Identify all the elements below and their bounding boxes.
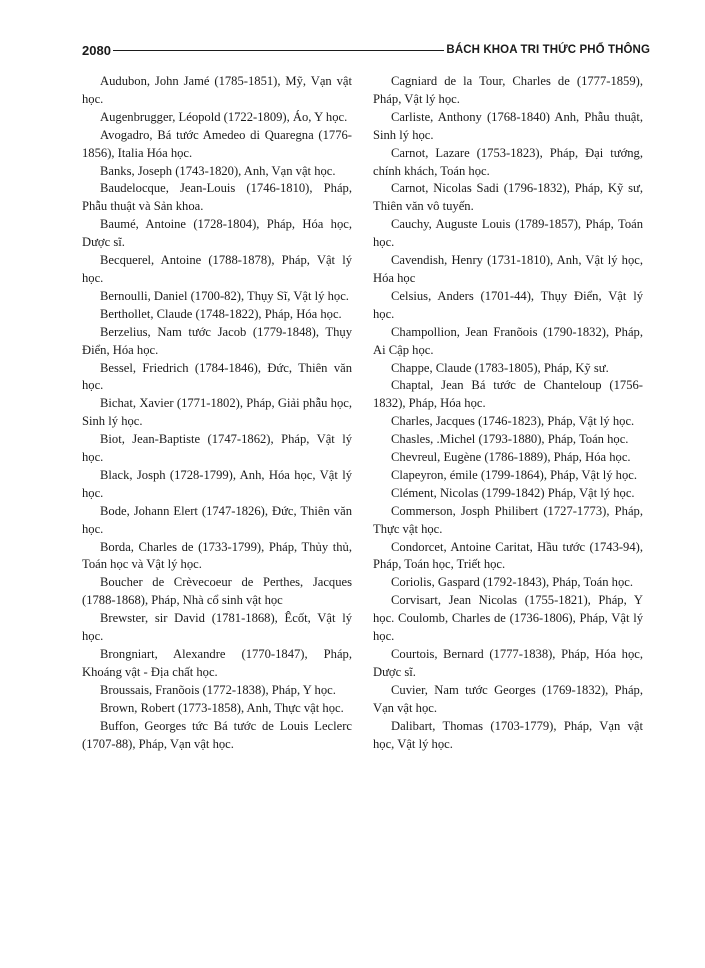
list-item: Boucher de Crèvecoeur de Perthes, Jacques (1788-1868), Pháp, Nhà cổ sinh vật học bbox=[82, 575, 352, 608]
list-item: Commerson, Josph Philibert (1727-1773), Pháp, Thực vật học. bbox=[373, 503, 643, 536]
list-item: Borda, Charles de (1733-1799), Pháp, Thủy thủ, Toán học và Vật lý học. bbox=[82, 539, 352, 572]
list-item: Avogadro, Bá tước Amedeo di Quaregna (1776-1856), Italia Hóa học. bbox=[82, 127, 352, 160]
list-item: Carnot, Lazare (1753-1823), Pháp, Đại tướng, chính khách, Toán học. bbox=[373, 145, 643, 178]
list-item: Black, Josph (1728-1799), Anh, Hóa học, Vật lý học. bbox=[82, 467, 352, 500]
list-item: Champollion, Jean Franõois (1790-1832), Pháp, Ai Cập học. bbox=[373, 324, 643, 357]
list-item: Cagniard de la Tour, Charles de (1777-1859), Pháp, Vật lý học. bbox=[373, 74, 643, 106]
list-item: Cavendish, Henry (1731-1810), Anh, Vật lý học, Hóa học bbox=[373, 253, 643, 285]
list-item: Baumé, Antoine (1728-1804), Pháp, Hóa học, Dược sĩ. bbox=[82, 217, 352, 250]
list-item: Audubon, John Jamé (1785-1851), Mỹ, Vạn vật học. bbox=[82, 74, 352, 106]
list-item: Brongniart, Alexandre (1770-1847), Pháp, Khoáng vật - Địa chất học. bbox=[82, 647, 352, 679]
list-item: Coriolis, Gaspard (1792-1843), Pháp, Toán học. bbox=[391, 575, 633, 590]
list-item: Carliste, Anthony (1768-1840) Anh, Phẫu thuật, Sinh lý học. bbox=[373, 109, 643, 142]
list-item: Brewster, sir David (1781-1868), Êcốt, Vật lý học. bbox=[82, 611, 352, 644]
list-item: Chaptal, Jean Bá tước de Chanteloup (1756-1832), Pháp, Hóa học. bbox=[373, 378, 643, 411]
list-item: Chevreul, Eugène (1786-1889), Pháp, Hóa học. bbox=[391, 450, 631, 465]
running-title: BÁCH KHOA TRI THỨC PHỔ THÔNG bbox=[446, 44, 650, 56]
list-item: Carnot, Nicolas Sadi (1796-1832), Pháp, Kỹ sư, Thiên văn vô tuyến. bbox=[373, 181, 643, 214]
list-item: Broussais, Franõois (1772-1838), Pháp, Y học. bbox=[100, 682, 336, 697]
list-item: Celsius, Anders (1701-44), Thụy Điển, Vật lý học. bbox=[373, 288, 643, 321]
list-item: Courtois, Bernard (1777-1838), Pháp, Hóa học, Dược sĩ. bbox=[373, 647, 643, 679]
list-item: Charles, Jacques (1746-1823), Pháp, Vật lý học. bbox=[391, 414, 635, 429]
page-number: 2080 bbox=[82, 42, 111, 58]
list-item: Biot, Jean-Baptiste (1747-1862), Pháp, Vật lý học. bbox=[82, 432, 352, 465]
list-item: Clapeyron, émile (1799-1864), Pháp, Vật lý học. bbox=[391, 467, 637, 482]
list-item: Chappe, Claude (1783-1805), Pháp, Kỹ sư. bbox=[391, 360, 609, 375]
list-item: Clément, Nicolas (1799-1842) Pháp, Vật lý học. bbox=[391, 485, 635, 500]
list-item: Bessel, Friedrich (1784-1846), Đức, Thiên văn học. bbox=[82, 360, 352, 393]
header-rule bbox=[113, 50, 445, 51]
list-item: Cauchy, Auguste Louis (1789-1857), Pháp, Toán học. bbox=[373, 217, 643, 250]
list-item: Baudelocque, Jean-Louis (1746-1810), Pháp, Phẫu thuật và Sản khoa. bbox=[82, 181, 352, 214]
list-item: Augenbrugger, Léopold (1722-1809), Áo, Y học. bbox=[100, 109, 348, 124]
left-column bbox=[82, 73, 352, 753]
list-item: Banks, Joseph (1743-1820), Anh, Vạn vật học. bbox=[100, 163, 336, 178]
list-item: Berthollet, Claude (1748-1822), Pháp, Hóa học. bbox=[100, 306, 342, 321]
list-item: Bernoulli, Daniel (1700-82), Thụy Sĩ, Vật lý học. bbox=[100, 288, 349, 303]
right-column bbox=[373, 73, 643, 753]
list-item: Bode, Johann Elert (1747-1826), Đức, Thiên văn học. bbox=[82, 503, 352, 536]
list-item: Buffon, Georges tức Bá tước de Louis Leclerc (1707-88), Pháp, Vạn vật học. bbox=[82, 718, 352, 751]
list-item: Cuvier, Nam tước Georges (1769-1832), Pháp, Vạn vật học. bbox=[373, 682, 643, 715]
list-item: Corvisart, Jean Nicolas (1755-1821), Pháp, Y học. Coulomb, Charles de (1736-1806), Pháp, Vật lý học. bbox=[373, 593, 643, 644]
list-item: Dalibart, Thomas (1703-1779), Pháp, Vạn vật học, Vật lý học. bbox=[373, 718, 643, 751]
list-item: Berzelius, Nam tước Jacob (1779-1848), Thụy Điển, Hóa học. bbox=[82, 324, 352, 357]
list-item: Chasles, .Michel (1793-1880), Pháp, Toán học. bbox=[391, 432, 629, 447]
list-item: Brown, Robert (1773-1858), Anh, Thực vật học. bbox=[100, 700, 344, 715]
page-header bbox=[82, 40, 650, 60]
list-item: Condorcet, Antoine Caritat, Hầu tước (1743-94), Pháp, Toán học, Triết học. bbox=[373, 539, 643, 572]
list-item: Bichat, Xavier (1771-1802), Pháp, Giải phẫu học, Sinh lý học. bbox=[82, 396, 352, 429]
list-item: Becquerel, Antoine (1788-1878), Pháp, Vật lý học. bbox=[82, 253, 352, 285]
